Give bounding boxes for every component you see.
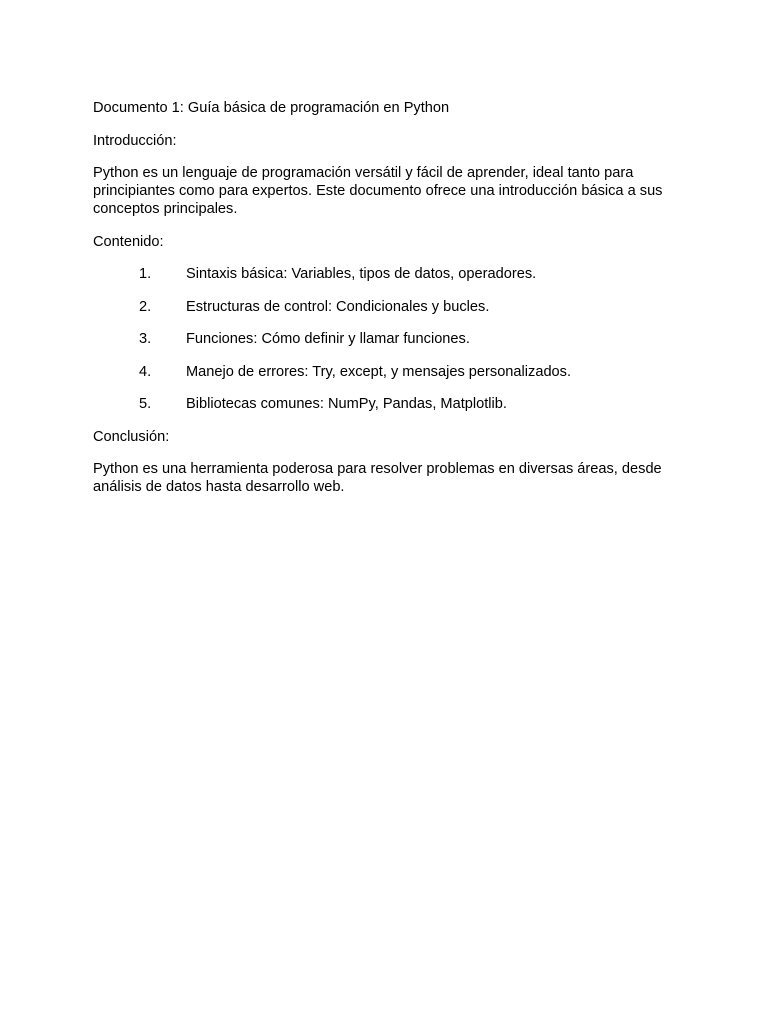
document-title: Documento 1: Guía básica de programación en Python	[93, 100, 450, 116]
list-item	[93, 265, 673, 283]
content-list	[93, 265, 673, 413]
list-item-number: 4.	[139, 363, 152, 380]
list-item	[93, 363, 673, 381]
list-item-number: 3.	[139, 331, 152, 347]
document-page	[93, 99, 673, 511]
list-item	[93, 298, 673, 316]
list-item	[93, 395, 673, 413]
conclusion-paragraph: Python es una herramienta poderosa para resolver problemas en diversas áreas, desde análisis de datos hasta desarrollo web.	[93, 461, 662, 495]
list-item-text: Funciones: Cómo definir y llamar funciones.	[186, 331, 470, 347]
intro-paragraph: Python es un lenguaje de programación versátil y fácil de aprender, ideal tanto para principiantes como para expertos. Este documento ofrece una introducción básica a sus conceptos principales.	[93, 165, 663, 217]
conclusion-heading: Conclusión:	[93, 428, 170, 445]
intro-heading: Introducción:	[93, 132, 177, 149]
list-item-number: 2.	[139, 298, 152, 315]
list-item-number: 5.	[139, 396, 152, 412]
list-item-text: Manejo de errores: Try, except, y mensajes personalizados.	[186, 363, 572, 380]
list-item	[93, 330, 673, 348]
list-item-text: Sintaxis básica: Variables, tipos de datos, operadores.	[186, 266, 537, 282]
list-item-number: 1.	[139, 266, 152, 282]
content-heading: Contenido:	[93, 233, 164, 250]
list-item-text: Bibliotecas comunes: NumPy, Pandas, Matplotlib.	[186, 396, 507, 412]
list-item-text: Estructuras de control: Condicionales y bucles.	[186, 298, 490, 315]
